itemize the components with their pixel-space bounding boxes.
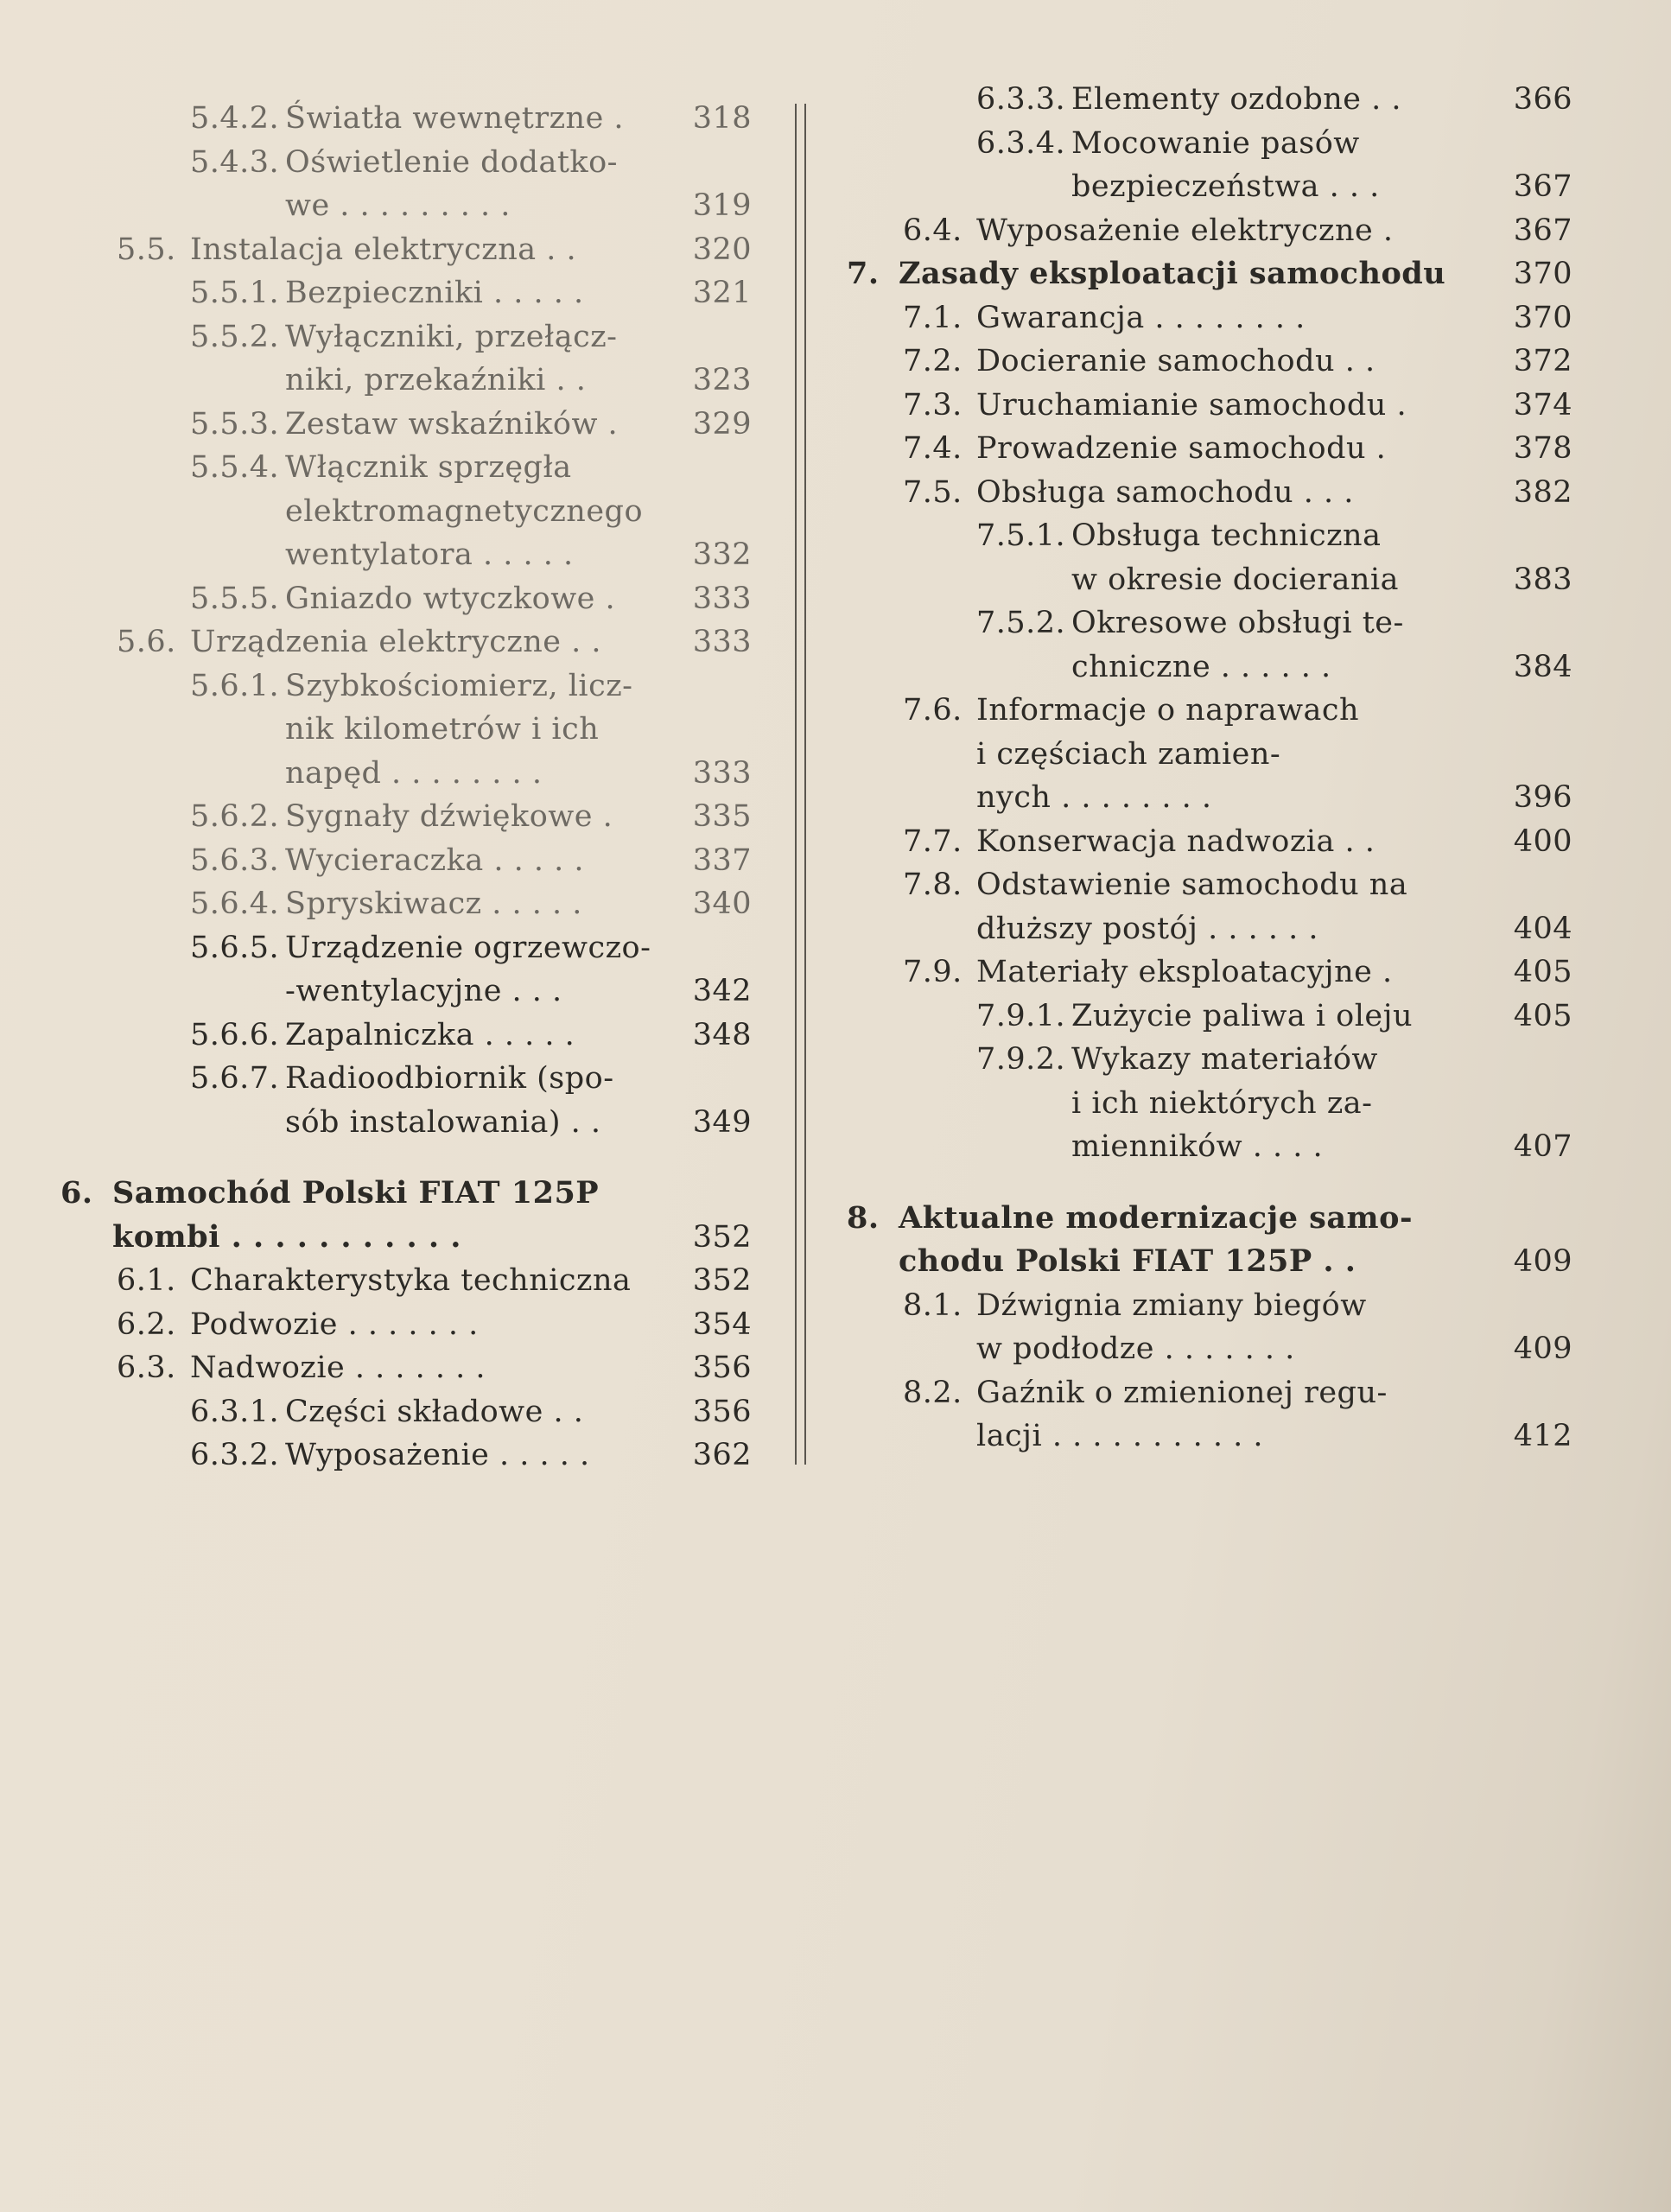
section-number: 7.2. <box>903 344 963 378</box>
page-number: 382 <box>1513 474 1573 510</box>
page-number: 356 <box>692 1394 752 1429</box>
section-number: 5.5.3. <box>190 406 280 442</box>
section-number: 6.3.4. <box>976 125 1066 161</box>
page-number: 333 <box>692 625 752 659</box>
page-number: 333 <box>692 581 752 616</box>
section-title: Zużycie paliwa i oleju <box>1071 998 1414 1033</box>
toc-entry-line <box>60 184 752 228</box>
section-title: Obsługa techniczna <box>1071 518 1382 553</box>
section-title: Światła wewnętrzne . <box>285 101 625 136</box>
page-number: 367 <box>1513 169 1573 204</box>
section-title: Okresowe obsługi te- <box>1071 606 1404 640</box>
toc-entry-line <box>847 1414 1573 1459</box>
toc-entry[interactable] <box>847 471 1573 515</box>
toc-entry-line <box>60 1433 752 1478</box>
section-number: 6.3. <box>117 1351 176 1385</box>
toc-entry-line <box>847 863 1573 907</box>
section-number: 6.4. <box>903 213 963 248</box>
toc-entry[interactable] <box>847 863 1573 950</box>
section-title: Bezpieczniki . . . . . <box>285 276 584 310</box>
section-title: Wyłączniki, przełącz- <box>285 319 618 354</box>
page-number: 332 <box>692 537 752 572</box>
toc-entry[interactable] <box>60 664 752 796</box>
page-number: 354 <box>692 1306 752 1342</box>
toc-entry[interactable] <box>847 820 1573 864</box>
toc-entry-line <box>60 446 752 490</box>
toc-right-column <box>847 78 1573 1459</box>
page-number: 370 <box>1513 257 1573 291</box>
page-number: 352 <box>692 1219 752 1255</box>
section-number: 5.6.2. <box>190 799 280 834</box>
section-title: Instalacja elektryczna . . <box>190 232 577 267</box>
toc-entry-line <box>60 795 752 839</box>
page-number: 329 <box>692 406 752 442</box>
section-title: wentylatora . . . . . <box>285 537 574 572</box>
page-number: 400 <box>1513 823 1573 859</box>
section-number: 5.6.4. <box>190 887 280 921</box>
section-title: Dźwignia zmiany biegów <box>976 1287 1367 1323</box>
toc-entry[interactable] <box>847 122 1573 209</box>
toc-entry-line <box>60 1390 752 1434</box>
toc-entry[interactable] <box>847 601 1573 689</box>
toc-entry-line <box>60 403 752 447</box>
toc-entry-line <box>847 384 1573 428</box>
toc-entry[interactable] <box>60 882 752 926</box>
section-title: Urządzenia elektryczne . . <box>190 625 602 659</box>
section-title: niki, przekaźniki . . <box>285 363 587 397</box>
toc-entry[interactable] <box>847 514 1573 601</box>
toc-entry-line <box>847 209 1573 253</box>
toc-entry[interactable] <box>60 620 752 664</box>
toc-entry-line <box>847 1197 1573 1241</box>
toc-entry-line <box>60 926 752 970</box>
section-number: 6.3.1. <box>190 1394 280 1429</box>
toc-entry-line <box>847 122 1573 166</box>
toc-entry[interactable] <box>60 1057 752 1144</box>
section-number: 5.5.2. <box>190 319 280 354</box>
toc-entry-line <box>847 995 1573 1039</box>
toc-entry-line <box>60 664 752 709</box>
section-title: elektromagnetycznego <box>285 493 644 529</box>
section-number: 7.5.1. <box>976 518 1066 553</box>
section-number: 5.4.2. <box>190 101 280 136</box>
toc-entry-line <box>60 141 752 185</box>
toc-entry[interactable] <box>60 1390 752 1434</box>
section-title: we . . . . . . . . . <box>285 188 511 223</box>
toc-entry[interactable] <box>60 1014 752 1058</box>
toc-entry[interactable] <box>60 839 752 883</box>
toc-entry-line <box>847 165 1573 209</box>
section-title: Materiały eksploatacyjne . <box>976 955 1393 989</box>
page-number: 367 <box>1513 213 1573 248</box>
page-number: 409 <box>1513 1244 1573 1279</box>
section-number: 5.6. <box>117 625 176 659</box>
toc-entry[interactable] <box>847 1197 1573 1284</box>
section-title: Konserwacja nadwozia . . <box>976 823 1376 859</box>
page-number: 352 <box>692 1263 752 1298</box>
toc-entry[interactable] <box>847 384 1573 428</box>
section-number: 8.2. <box>903 1375 963 1410</box>
section-title: Wyposażenie elektryczne . <box>976 213 1394 248</box>
section-title: Włącznik sprzęgła <box>285 450 572 485</box>
toc-entry[interactable] <box>847 689 1573 820</box>
section-number: 7.7. <box>903 823 963 859</box>
toc-entry-line <box>847 601 1573 645</box>
toc-entry-line <box>847 776 1573 820</box>
section-title: Szybkościomierz, licz- <box>285 668 633 703</box>
toc-entry-line <box>847 514 1573 558</box>
page-number: 366 <box>1513 82 1573 117</box>
toc-entry-line <box>60 577 752 621</box>
section-title: Urządzenie ogrzewczo- <box>285 930 651 965</box>
section-title: Części składowe . . <box>285 1394 584 1429</box>
section-number: 5.6.5. <box>190 930 280 965</box>
toc-entry[interactable] <box>60 795 752 839</box>
toc-entry[interactable] <box>60 446 752 577</box>
section-title: chodu Polski FIAT 125P . . <box>899 1243 1356 1279</box>
section-title: Zasady eksploatacji samochodu <box>899 256 1446 291</box>
section-title: Obsługa samochodu . . . <box>976 474 1354 510</box>
toc-entry-line <box>847 296 1573 340</box>
section-title: Sygnały dźwiękowe . <box>285 799 613 834</box>
toc-entry-line <box>847 1125 1573 1169</box>
section-title: Wycieraczka . . . . . <box>285 842 584 878</box>
toc-entry-line <box>847 1284 1573 1328</box>
page-number: 396 <box>1513 780 1573 815</box>
toc-entry[interactable] <box>60 1346 752 1390</box>
page-number: 335 <box>692 799 752 834</box>
toc-entry-line <box>60 1014 752 1058</box>
toc-entry-line <box>847 252 1573 296</box>
page-number: 348 <box>692 1017 752 1052</box>
toc-entry-line <box>847 471 1573 515</box>
section-title: dłuższy postój . . . . . . <box>976 911 1318 946</box>
section-title: i ich niektórych za- <box>1071 1085 1373 1121</box>
page-number: 333 <box>692 755 752 791</box>
toc-entry[interactable] <box>847 427 1573 471</box>
toc-entry[interactable] <box>60 926 752 1014</box>
toc-entry-line <box>60 315 752 359</box>
page-number: 349 <box>692 1104 752 1140</box>
section-title: napęd . . . . . . . . <box>285 755 543 791</box>
section-number: 5.5.4. <box>190 450 280 485</box>
toc-entry-line <box>60 97 752 141</box>
toc-entry-line <box>60 1172 752 1216</box>
page-number: 362 <box>692 1438 752 1472</box>
section-title: Gwarancja . . . . . . . . <box>976 300 1306 335</box>
toc-entry[interactable] <box>847 209 1573 253</box>
section-title: Radioodbiornik (spo- <box>285 1061 614 1096</box>
toc-entry-line <box>60 969 752 1014</box>
toc-entry[interactable] <box>60 228 752 272</box>
section-title: i częściach zamien- <box>976 736 1281 772</box>
page-number: 384 <box>1513 649 1573 684</box>
section-number: 8.1. <box>903 1287 963 1323</box>
toc-entry-line <box>847 340 1573 384</box>
toc-entry-line <box>60 1101 752 1145</box>
toc-entry-line <box>60 882 752 926</box>
toc-entry-line <box>847 1371 1573 1415</box>
section-title: w okresie docierania <box>1071 562 1399 597</box>
section-number: 7.3. <box>903 387 963 423</box>
section-number: 7.9.2. <box>976 1042 1066 1077</box>
section-title: Wyposażenie . . . . . <box>285 1438 590 1472</box>
toc-entry-line <box>60 1057 752 1101</box>
section-gap <box>60 1144 752 1172</box>
toc-entry-line <box>847 427 1573 471</box>
toc-left-column <box>60 97 752 1478</box>
section-title: Docieranie samochodu . . <box>976 344 1376 378</box>
toc-entry[interactable] <box>60 1433 752 1478</box>
toc-entry-line <box>847 689 1573 733</box>
section-number: 5.4.3. <box>190 144 280 180</box>
section-title: Gaźnik o zmienionej regu- <box>976 1375 1388 1410</box>
section-title: Charakterystyka techniczna <box>190 1263 632 1298</box>
page-number: 337 <box>692 842 752 878</box>
page-number: 320 <box>692 232 752 267</box>
section-number: 7.9. <box>903 955 963 989</box>
toc-entry-line <box>847 645 1573 690</box>
toc-entry-line <box>847 78 1573 122</box>
toc-entry[interactable] <box>60 315 752 403</box>
section-title: -wentylacyjne . . . <box>285 974 562 1008</box>
toc-entry-line <box>847 1038 1573 1082</box>
section-title: sób instalowania) . . <box>285 1104 601 1140</box>
section-number: 5.6.6. <box>190 1017 280 1052</box>
toc-entry-line <box>847 1082 1573 1126</box>
section-number: 7.8. <box>903 868 963 902</box>
section-number: 7. <box>847 256 880 291</box>
section-number: 8. <box>847 1199 880 1236</box>
toc-entry[interactable] <box>847 252 1573 296</box>
section-title: Nadwozie . . . . . . . <box>190 1351 486 1385</box>
section-number: 6.2. <box>117 1306 176 1342</box>
toc-entry[interactable] <box>847 78 1573 122</box>
page-number: 374 <box>1513 387 1573 423</box>
section-title: Gniazdo wtyczkowe . <box>285 581 616 616</box>
section-title: Elementy ozdobne . . <box>1071 82 1402 117</box>
toc-entry-line <box>847 1240 1573 1284</box>
page-number: 405 <box>1513 998 1573 1033</box>
toc-entry[interactable] <box>60 1259 752 1303</box>
toc-entry-line <box>847 907 1573 951</box>
section-title: Zestaw wskaźników . <box>285 406 619 442</box>
section-title: Informacje o naprawach <box>976 693 1360 728</box>
page-number: 321 <box>692 276 752 310</box>
section-number: 6. <box>60 1175 93 1211</box>
toc-entry[interactable] <box>847 340 1573 384</box>
toc-entry-line <box>847 1327 1573 1371</box>
toc-entry-line <box>847 558 1573 602</box>
section-title: nik kilometrów i ich <box>285 712 600 747</box>
section-title: Wykazy materiałów <box>1071 1042 1378 1077</box>
section-title: Spryskiwacz . . . . . <box>285 887 582 921</box>
section-title: w podłodze . . . . . . . <box>976 1332 1295 1366</box>
page-number: 383 <box>1513 562 1573 597</box>
toc-entry[interactable] <box>60 577 752 621</box>
section-number: 7.9.1. <box>976 998 1066 1033</box>
column-divider-line <box>795 104 797 1465</box>
page-number: 405 <box>1513 955 1573 989</box>
section-title: Aktualne modernizacje samo- <box>899 1199 1413 1236</box>
toc-entry-line <box>60 490 752 534</box>
section-number: 6.3.2. <box>190 1438 280 1472</box>
toc-entry[interactable] <box>847 296 1573 340</box>
page-number: 356 <box>692 1351 752 1385</box>
toc-entry[interactable] <box>60 403 752 447</box>
toc-entry-line <box>60 359 752 403</box>
section-title: Uruchamianie samochodu . <box>976 387 1407 423</box>
toc-entry-line <box>847 820 1573 864</box>
section-title: lacji . . . . . . . . . . . <box>976 1419 1263 1453</box>
page-number: 370 <box>1513 300 1573 335</box>
page-number: 378 <box>1513 431 1573 466</box>
toc-entry-line <box>60 752 752 796</box>
toc-entry-line <box>60 271 752 315</box>
toc-entry-line <box>60 1216 752 1260</box>
page-number: 404 <box>1513 911 1573 946</box>
toc-entry[interactable] <box>60 1172 752 1259</box>
page-number: 407 <box>1513 1129 1573 1164</box>
page-number: 409 <box>1513 1332 1573 1366</box>
toc-entry-line <box>60 708 752 752</box>
section-title: Mocowanie pasów <box>1071 125 1360 161</box>
section-title: chniczne . . . . . . <box>1071 649 1331 684</box>
section-title: Oświetlenie dodatko- <box>285 144 618 180</box>
toc-entry[interactable] <box>847 1284 1573 1371</box>
toc-entry[interactable] <box>60 271 752 315</box>
section-number: 5.5.1. <box>190 276 280 310</box>
toc-entry[interactable] <box>60 97 752 141</box>
toc-entry-line <box>847 733 1573 777</box>
page-number: 412 <box>1513 1419 1573 1453</box>
section-title: nych . . . . . . . . <box>976 780 1212 815</box>
page-number: 318 <box>692 101 752 136</box>
section-title: Zapalniczka . . . . . <box>285 1017 575 1052</box>
section-number: 7.6. <box>903 693 963 728</box>
toc-entry[interactable] <box>60 141 752 228</box>
section-number: 5.5.5. <box>190 581 280 616</box>
section-title: Odstawienie samochodu na <box>976 868 1408 902</box>
section-number: 5.6.3. <box>190 842 280 878</box>
toc-entry-line <box>60 228 752 272</box>
section-title: mienników . . . . <box>1071 1129 1324 1164</box>
section-number: 7.5.2. <box>976 606 1066 640</box>
toc-entry[interactable] <box>847 1038 1573 1169</box>
section-number: 7.5. <box>903 474 963 510</box>
toc-entry[interactable] <box>60 1303 752 1347</box>
page-number: 340 <box>692 887 752 921</box>
page-number: 372 <box>1513 344 1573 378</box>
section-number: 5.6.1. <box>190 668 280 703</box>
page-number: 319 <box>692 188 752 223</box>
section-number: 5.5. <box>117 232 176 267</box>
section-number: 7.1. <box>903 300 963 335</box>
column-divider-line <box>804 104 806 1465</box>
section-number: 5.6.7. <box>190 1061 280 1096</box>
page-number: 342 <box>692 974 752 1008</box>
section-title: bezpieczeństwa . . . <box>1071 169 1380 204</box>
toc-entry-line <box>60 533 752 577</box>
section-title: kombi . . . . . . . . . . . <box>112 1218 461 1255</box>
toc-entry-line <box>60 620 752 664</box>
section-number: 6.1. <box>117 1263 176 1298</box>
toc-entry-line <box>60 839 752 883</box>
section-title: Samochód Polski FIAT 125P <box>112 1175 600 1211</box>
section-gap <box>847 1169 1573 1197</box>
toc-entry-line <box>60 1303 752 1347</box>
toc-entry-line <box>60 1346 752 1390</box>
section-title: Prowadzenie samochodu . <box>976 431 1387 466</box>
section-number: 6.3.3. <box>976 82 1066 117</box>
toc-entry-line <box>60 1259 752 1303</box>
toc-entry[interactable] <box>847 1371 1573 1459</box>
toc-entry[interactable] <box>847 950 1573 995</box>
toc-entry[interactable] <box>847 995 1573 1039</box>
page-number: 323 <box>692 363 752 397</box>
section-number: 7.4. <box>903 431 963 466</box>
section-title: Podwozie . . . . . . . <box>190 1306 479 1342</box>
toc-entry-line <box>847 950 1573 995</box>
